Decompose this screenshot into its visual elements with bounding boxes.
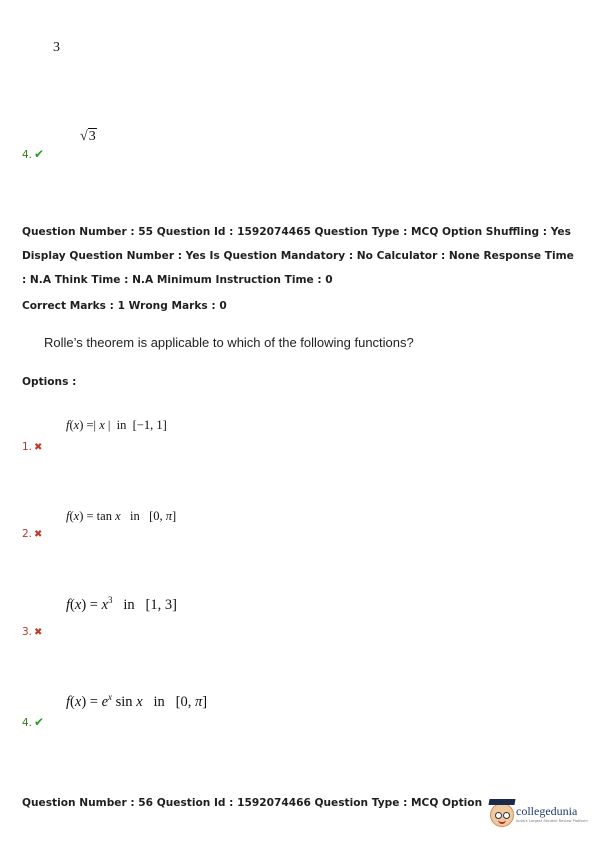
option-1-formula: f(x) =| x | in [−1, 1] — [66, 418, 167, 432]
option-number: 4. — [22, 149, 33, 161]
checkmark-icon: ✔ — [34, 147, 45, 161]
cross-icon: ✖ — [34, 627, 43, 638]
checkmark-icon: ✔ — [34, 715, 45, 729]
option-3-number — [22, 626, 42, 638]
sqrt-radicand: 3 — [88, 129, 96, 144]
option-1-number — [22, 441, 42, 453]
question-marks: Correct Marks : 1 Wrong Marks : 0 — [22, 300, 227, 312]
prev-option-4-number — [22, 147, 44, 161]
logo-wordmark: collegedunia — [516, 804, 578, 818]
option-number: 4. — [22, 717, 33, 729]
next-question-meta-line-1: Question Number : 56 Question Id : 1592074466 Question Type : MCQ Option — [22, 797, 483, 809]
option-3-formula: $f(x) = x^3$ in [1, 3] — [66, 595, 177, 613]
question-meta-line-2: Display Question Number : Yes Is Question Mandatory : No Calculator : None Response Time — [22, 250, 574, 262]
logo-tagline: India's Largest Student Review Platform — [516, 819, 588, 823]
cross-icon: ✖ — [34, 529, 43, 540]
mascot-icon — [490, 803, 514, 827]
option-4-number — [22, 715, 44, 729]
sqrt-symbol: √ — [80, 129, 88, 144]
option-4-formula: $f(x) = e^x$ sin x in [0, π] — [66, 692, 208, 710]
option-number: 2. — [22, 528, 33, 540]
options-label: Options : — [22, 376, 77, 388]
option-number: 1. — [22, 441, 33, 453]
option-2-number — [22, 528, 42, 540]
question-meta-line-3: : N.A Think Time : N.A Minimum Instruction Time : 0 — [22, 274, 333, 286]
cross-icon: ✖ — [34, 442, 43, 453]
prev-option-4-value — [80, 129, 97, 145]
collegedunia-logo — [488, 797, 592, 833]
option-2-formula: f(x) = tan x in [0, π] — [66, 509, 177, 523]
option-number: 3. — [22, 626, 33, 638]
question-meta-line-1: Question Number : 55 Question Id : 1592074465 Question Type : MCQ Option Shuffling : Yes — [22, 226, 571, 238]
prev-option-3-value: 3 — [53, 40, 60, 55]
question-text: Rolle’s theorem is applicable to which of the following functions? — [44, 335, 414, 350]
